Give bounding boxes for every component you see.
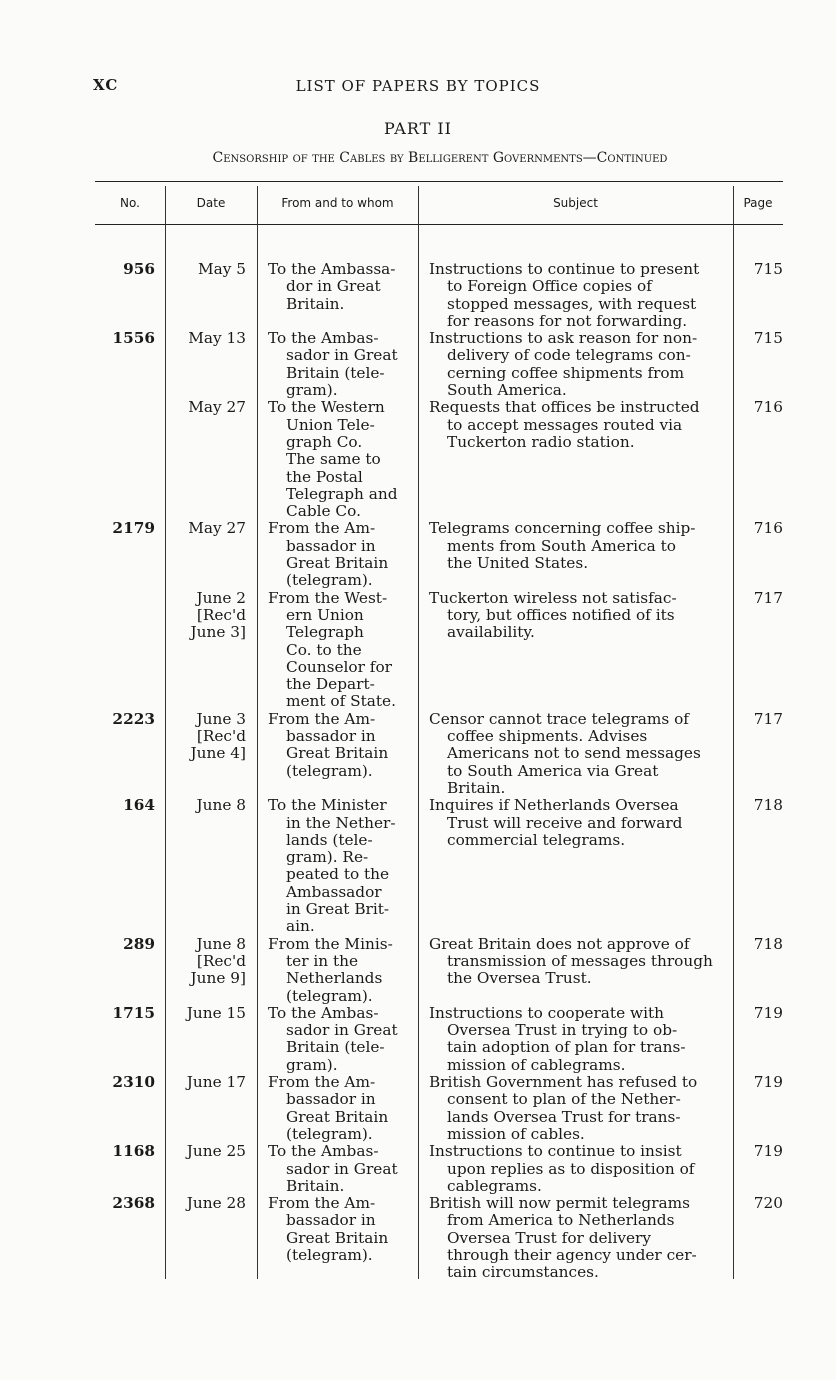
page-ref-line: 719 xyxy=(753,1073,783,1092)
from-and-to-line: (telegram). xyxy=(286,571,373,590)
from-and-to-line: Telegraph xyxy=(286,623,364,642)
from-and-to-line: Ambassador xyxy=(286,882,382,901)
page-ref-line: 719 xyxy=(753,1142,783,1161)
doc-date-line: [Rec'd xyxy=(196,605,246,624)
subject-line: to Foreign Office copies of xyxy=(447,277,652,296)
page-ref xyxy=(737,1195,783,1212)
subject-line: Britain. xyxy=(447,778,506,797)
from-and-to-line: Netherlands xyxy=(286,969,383,988)
from-and-to-line: To the Ambas- xyxy=(268,1003,379,1022)
from-and-to xyxy=(268,590,411,711)
doc-date-line: [Rec'd xyxy=(196,727,246,746)
from-and-to xyxy=(268,936,411,1005)
col-header-subject: Subject xyxy=(553,196,598,210)
subject-line: British will now permit telegrams xyxy=(429,1194,690,1213)
table-row xyxy=(95,1005,783,1074)
subject xyxy=(429,399,721,451)
subject-line: stopped messages, with request xyxy=(447,294,697,313)
from-and-to-line: in the Nether- xyxy=(286,813,396,832)
doc-number xyxy=(95,711,155,728)
subject-line: Instructions to continue to insist xyxy=(429,1142,682,1161)
subject-line: Americans not to send messages xyxy=(447,744,701,763)
table-row xyxy=(95,711,783,798)
doc-number xyxy=(95,936,155,953)
from-and-to-line: bassador in xyxy=(286,727,376,746)
from-and-to-line: Great Britain xyxy=(286,744,389,763)
doc-number xyxy=(95,520,155,537)
subject-line: Oversea Trust for delivery xyxy=(447,1228,651,1247)
page-ref xyxy=(737,520,783,537)
subject-line: cablegrams. xyxy=(447,1176,542,1195)
subject-line: to South America via Great xyxy=(447,761,659,780)
subject xyxy=(429,590,721,642)
subject-line: coffee shipments. Advises xyxy=(447,727,648,746)
subject-line: Trust will receive and forward xyxy=(447,813,683,832)
from-and-to-line: To the Western xyxy=(268,398,385,417)
doc-number xyxy=(95,261,155,278)
doc-number xyxy=(95,1005,155,1022)
doc-date-line: May 27 xyxy=(188,519,246,538)
page-ref xyxy=(737,797,783,814)
subject-line: commercial telegrams. xyxy=(447,830,626,849)
table-row xyxy=(95,1195,783,1282)
doc-date xyxy=(176,1005,246,1022)
subject-line: from America to Netherlands xyxy=(447,1211,675,1230)
doc-number-line: 956 xyxy=(123,260,155,278)
subject-line: tory, but offices notified of its xyxy=(447,605,675,624)
doc-number-line: 1168 xyxy=(112,1142,155,1161)
doc-date-line: June 8 xyxy=(196,796,246,815)
doc-date xyxy=(176,261,246,278)
subject-line: Censor cannot trace telegrams of xyxy=(429,709,689,728)
from-and-to xyxy=(268,797,411,935)
from-and-to-line: To the Ambas- xyxy=(268,329,379,348)
doc-date xyxy=(176,399,246,416)
table-row xyxy=(95,1143,783,1195)
doc-date-line: May 27 xyxy=(188,398,246,417)
from-and-to-line: From the Minis- xyxy=(268,934,393,953)
col-header-from: From and to whom xyxy=(281,196,394,210)
doc-number-line: 289 xyxy=(123,934,155,953)
doc-number xyxy=(95,1074,155,1091)
doc-date-line: June 9] xyxy=(190,969,246,988)
doc-number-line: 2368 xyxy=(112,1194,155,1213)
subject-line: to accept messages routed via xyxy=(447,415,683,434)
doc-number-line: 2223 xyxy=(112,709,155,728)
subject-line: Instructions to continue to present xyxy=(429,260,700,278)
from-and-to-line: the Postal xyxy=(286,467,363,486)
from-and-to-line: Counselor for xyxy=(286,657,392,676)
subject-line: Tuckerton wireless not satisfac- xyxy=(429,588,677,607)
doc-date-line: June 17 xyxy=(186,1073,246,1092)
from-and-to xyxy=(268,520,411,589)
from-and-to xyxy=(268,711,411,780)
from-and-to-line: Great Britain xyxy=(286,1107,389,1126)
from-and-to-line: Britain. xyxy=(286,1176,345,1195)
doc-number-line: 164 xyxy=(123,796,155,815)
doc-number xyxy=(95,1195,155,1212)
from-and-to-line: Union Tele- xyxy=(286,415,375,434)
from-and-to-line: To the Minister xyxy=(268,796,387,815)
subject-line: ments from South America to xyxy=(447,536,676,555)
table-row xyxy=(95,590,783,711)
subject-line: Great Britain does not approve of xyxy=(429,934,690,953)
from-and-to-line: ment of State. xyxy=(286,692,396,711)
subject-line: Instructions to ask reason for non- xyxy=(429,329,698,348)
from-and-to-line: Great Britain xyxy=(286,1228,389,1247)
from-and-to-line: sador in Great xyxy=(286,1159,398,1178)
doc-date-line: June 4] xyxy=(190,744,246,763)
page-ref-line: 719 xyxy=(753,1003,783,1022)
doc-date xyxy=(176,590,246,642)
from-and-to-line: (telegram). xyxy=(286,761,373,780)
from-and-to-line: Great Britain xyxy=(286,554,389,573)
doc-date xyxy=(176,711,246,763)
doc-date-line: June 3 xyxy=(196,709,246,728)
table-row xyxy=(95,399,783,520)
from-and-to-line: sador in Great xyxy=(286,346,398,365)
table-row xyxy=(95,797,783,935)
doc-number xyxy=(95,1143,155,1160)
from-and-to-line: Britain (tele- xyxy=(286,1038,385,1057)
from-and-to-line: gram). xyxy=(286,381,338,400)
subject xyxy=(429,1195,721,1281)
page-ref-line: 716 xyxy=(753,398,783,417)
subject-line: lands Oversea Trust for trans- xyxy=(447,1107,681,1126)
doc-date xyxy=(176,1143,246,1160)
from-and-to-line: From the Am- xyxy=(268,1194,376,1213)
subject-line: Telegrams concerning coffee ship- xyxy=(429,519,696,538)
from-and-to xyxy=(268,1195,411,1264)
subject-line: for reasons for not forwarding. xyxy=(447,311,688,330)
subject-line: Oversea Trust in trying to ob- xyxy=(447,1021,678,1040)
page-ref xyxy=(737,1143,783,1160)
subject xyxy=(429,1143,721,1195)
subject-line: upon replies as to disposition of xyxy=(447,1159,695,1178)
from-and-to-line: gram). xyxy=(286,1055,338,1074)
table-row xyxy=(95,1074,783,1143)
doc-date xyxy=(176,1074,246,1091)
from-and-to-line: (telegram). xyxy=(286,1245,373,1264)
col-header-date: Date xyxy=(196,196,226,210)
subject-line: Tuckerton radio station. xyxy=(447,432,635,451)
doc-date xyxy=(176,520,246,537)
from-and-to-line: lands (tele- xyxy=(286,830,373,849)
page-ref-line: 717 xyxy=(753,588,783,607)
subject xyxy=(429,936,721,988)
from-and-to-line: graph Co. xyxy=(286,432,363,451)
page-ref-line: 720 xyxy=(753,1194,783,1213)
part-heading: PART II xyxy=(383,119,452,138)
subject-line: availability. xyxy=(447,623,535,642)
subject xyxy=(429,1005,721,1074)
doc-date-line: [Rec'd xyxy=(196,951,246,970)
subject-line: Requests that offices be instructed xyxy=(429,398,700,417)
from-and-to-line: gram). Re- xyxy=(286,848,369,867)
from-and-to-line: Britain. xyxy=(286,294,345,313)
from-and-to-line: From the West- xyxy=(268,588,388,607)
doc-date-line: June 25 xyxy=(186,1142,246,1161)
doc-date xyxy=(176,936,246,988)
subject-line: the Oversea Trust. xyxy=(447,969,592,988)
subject-line: the United States. xyxy=(447,554,589,573)
from-and-to-line: ern Union xyxy=(286,605,364,624)
from-and-to xyxy=(268,399,411,520)
doc-number-line: 1715 xyxy=(112,1003,155,1022)
page-ref xyxy=(737,1005,783,1022)
page-ref xyxy=(737,399,783,416)
subject-line: tain adoption of plan for trans- xyxy=(447,1038,686,1057)
page-ref xyxy=(737,261,783,278)
doc-number xyxy=(95,797,155,814)
from-and-to xyxy=(268,261,411,313)
from-and-to-line: Britain (tele- xyxy=(286,363,385,382)
from-and-to-line: From the Am- xyxy=(268,1073,376,1092)
from-and-to-line: (telegram). xyxy=(286,1124,373,1143)
from-and-to-line: (telegram). xyxy=(286,986,373,1005)
doc-date-line: June 3] xyxy=(190,623,246,642)
doc-date xyxy=(176,797,246,814)
page-ref xyxy=(737,1074,783,1091)
from-and-to-line: Telegraph and xyxy=(286,484,398,503)
page-ref-line: 717 xyxy=(753,709,783,728)
subject xyxy=(429,1074,721,1143)
doc-date-line: May 5 xyxy=(197,260,246,278)
subject-line: Inquires if Netherlands Oversea xyxy=(429,796,679,815)
doc-number xyxy=(95,330,155,347)
from-and-to-line: peated to the xyxy=(286,865,390,884)
from-and-to-line: To the Ambas- xyxy=(268,1142,379,1161)
from-and-to-line: sador in Great xyxy=(286,1021,398,1040)
subject-line: transmission of messages through xyxy=(447,951,713,970)
subject-line: mission of cablegrams. xyxy=(447,1055,626,1074)
page-ref xyxy=(737,590,783,607)
from-and-to-line: From the Am- xyxy=(268,519,376,538)
section-title: Censorship of the Cables by Belligerent Governments—Continued xyxy=(212,150,668,166)
subject-line: cerning coffee shipments from xyxy=(447,363,685,382)
from-and-to xyxy=(268,330,411,399)
from-and-to-line: From the Am- xyxy=(268,709,376,728)
from-and-to-line: The same to xyxy=(286,450,381,469)
doc-date-line: June 15 xyxy=(186,1003,246,1022)
table-row xyxy=(95,330,783,399)
doc-number-line: 2310 xyxy=(112,1073,155,1092)
from-and-to xyxy=(268,1074,411,1143)
table-row xyxy=(95,261,783,330)
page-ref xyxy=(737,936,783,953)
subject-line: tain circumstances. xyxy=(447,1263,599,1282)
doc-date-line: June 28 xyxy=(186,1194,246,1213)
page-ref xyxy=(737,330,783,347)
subject xyxy=(429,261,721,330)
doc-number-line: 2179 xyxy=(112,519,155,538)
doc-date-line: June 8 xyxy=(196,934,246,953)
page-ref xyxy=(737,711,783,728)
page-ref-line: 715 xyxy=(753,329,783,348)
page-ref-line: 715 xyxy=(753,260,783,278)
from-and-to-line: bassador in xyxy=(286,1090,376,1109)
doc-number-line: 1556 xyxy=(112,329,155,348)
subject-line: consent to plan of the Nether- xyxy=(447,1090,681,1109)
from-and-to xyxy=(268,1143,411,1195)
header-rule xyxy=(95,224,783,225)
subject xyxy=(429,330,721,399)
subject-line: delivery of code telegrams con- xyxy=(447,346,691,365)
from-and-to-line: Cable Co. xyxy=(286,502,361,521)
subject-line: Instructions to cooperate with xyxy=(429,1003,664,1022)
subject-line: through their agency under cer- xyxy=(447,1245,697,1264)
col-header-page: Page xyxy=(743,196,773,210)
papers-table xyxy=(95,181,783,1282)
page-ref-line: 718 xyxy=(753,796,783,815)
table-body xyxy=(95,261,783,1282)
doc-date-line: June 2 xyxy=(196,588,246,607)
col-header-no: No. xyxy=(120,196,140,210)
page-ref-line: 716 xyxy=(753,519,783,538)
from-and-to xyxy=(268,1005,411,1074)
doc-date xyxy=(176,330,246,347)
subject-line: South America. xyxy=(447,381,567,400)
subject xyxy=(429,711,721,797)
subject-line: British Government has refused to xyxy=(429,1073,698,1092)
from-and-to-line: ter in the xyxy=(286,951,359,970)
from-and-to-line: the Depart- xyxy=(286,675,375,694)
doc-date-line: May 13 xyxy=(188,329,246,348)
subject-line: mission of cables. xyxy=(447,1124,585,1143)
table-top-rule xyxy=(95,181,783,182)
from-and-to-line: ain. xyxy=(286,917,315,936)
doc-date xyxy=(176,1195,246,1212)
from-and-to-line: bassador in xyxy=(286,1211,376,1230)
from-and-to-line: bassador in xyxy=(286,536,376,555)
from-and-to-line: Co. to the xyxy=(286,640,362,659)
running-title: LIST OF PAPERS BY TOPICS xyxy=(295,77,541,95)
table-row xyxy=(95,936,783,1005)
from-and-to-line: dor in Great xyxy=(286,277,381,296)
page-ref-line: 718 xyxy=(753,934,783,953)
table-row xyxy=(95,520,783,589)
from-and-to-line: in Great Brit- xyxy=(286,900,390,919)
subject xyxy=(429,797,721,849)
from-and-to-line: To the Ambassa- xyxy=(268,260,396,278)
subject xyxy=(429,520,721,572)
page-number: XC xyxy=(93,76,119,94)
